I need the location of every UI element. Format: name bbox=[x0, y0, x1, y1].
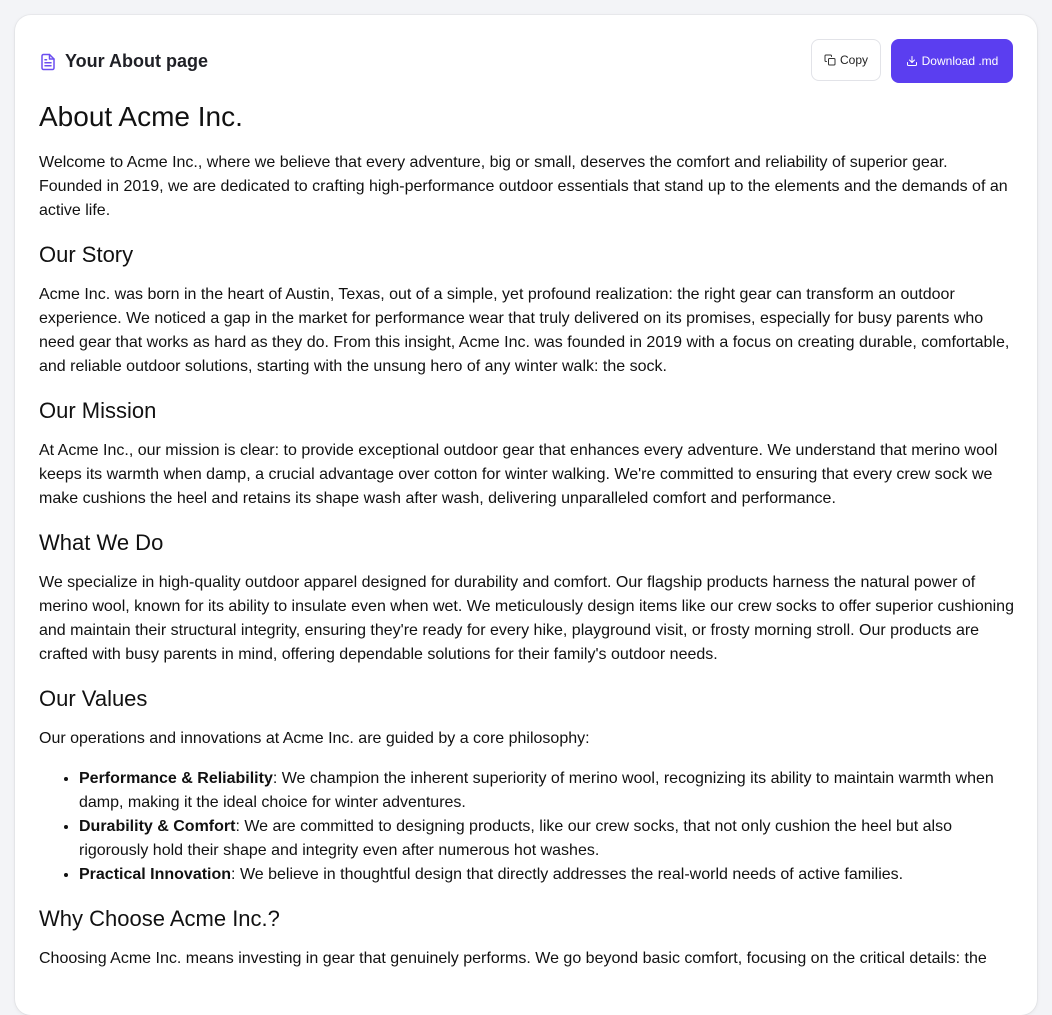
why-paragraph: Choosing Acme Inc. means investing in gear that genuinely performs. We go beyond basic comfort, focusing on the critical details: the bbox=[39, 950, 987, 967]
values-heading: Our Values bbox=[39, 686, 148, 711]
article-title: About Acme Inc. bbox=[39, 101, 243, 132]
mission-paragraph: At Acme Inc., our mission is clear: to provide exceptional outdoor gear that enhances every adventure. We understand that merino wool keeps its warmth when damp, a crucial advantage over cotton for winter walking. We're committed to ensuring that every crew sock we make cushions the heel and retains its shape wash after wash, delivering unparalleled comfort and performance. bbox=[39, 442, 998, 507]
values-list bbox=[39, 767, 1015, 887]
markdown-preview bbox=[39, 99, 1015, 971]
what-we-do-heading: What We Do bbox=[39, 530, 164, 555]
copy-icon bbox=[824, 54, 836, 66]
download-button-label: Download .md bbox=[921, 54, 999, 68]
list-item bbox=[79, 863, 1015, 887]
value-text: : We are committed to designing products, like our crew socks, that not only cushion the heel but also rigorously hold their shape and integrity even after numerous hot washes. bbox=[79, 818, 952, 859]
copy-button-label: Copy bbox=[839, 53, 868, 67]
intro-paragraph: Welcome to Acme Inc., where we believe that every adventure, big or small, deserves the comfort and reliability of superior gear. Founded in 2019, we are dedicated to crafting high-performance outdoor essentials that stand up to the elements and the demands of an active life. bbox=[39, 154, 1008, 219]
value-term: Durability & Comfort bbox=[79, 818, 236, 835]
card-header bbox=[39, 39, 1013, 83]
title-group bbox=[39, 51, 208, 72]
download-icon bbox=[906, 55, 918, 67]
download-md-button[interactable] bbox=[891, 39, 1013, 83]
story-paragraph: Acme Inc. was born in the heart of Austin, Texas, out of a simple, yet profound realization: the right gear can transform an outdoor experience. We noticed a gap in the market for performance wear that truly delivered on its promises, especially for busy parents who need gear that works as hard as they do. From this insight, Acme Inc. was founded in 2019 with a focus on creating durable, comfortable, and reliable outdoor solutions, starting with the unsung hero of any winter walk: the sock. bbox=[39, 286, 1010, 375]
why-heading: Why Choose Acme Inc.? bbox=[39, 906, 280, 931]
page-title: Your About page bbox=[65, 51, 208, 71]
copy-button[interactable] bbox=[811, 39, 881, 81]
story-heading: Our Story bbox=[39, 242, 134, 267]
value-term: Performance & Reliability bbox=[79, 770, 273, 787]
value-term: Practical Innovation bbox=[79, 866, 232, 883]
list-item bbox=[79, 815, 1015, 863]
values-intro: Our operations and innovations at Acme Inc. are guided by a core philosophy: bbox=[39, 730, 590, 747]
document-icon bbox=[39, 53, 57, 71]
list-item bbox=[79, 767, 1015, 815]
value-text: : We believe in thoughtful design that directly addresses the real-world needs of active families. bbox=[231, 866, 904, 883]
value-text: : We champion the inherent superiority of merino wool, recognizing its ability to maintain warmth when damp, making it the ideal choice for winter adventures. bbox=[79, 770, 994, 811]
mission-heading: Our Mission bbox=[39, 398, 157, 423]
about-page-card bbox=[15, 15, 1037, 1015]
what-we-do-paragraph: We specialize in high-quality outdoor apparel designed for durability and comfort. Our flagship products harness the natural power of merino wool, known for its ability to insulate even when wet. We meticulously design items like our crew socks to offer superior cushioning and maintain their structural integrity, ensuring they're ready for every hike, playground visit, or frosty morning stroll. Our products are crafted with busy parents in mind, offering dependable solutions for their family's outdoor needs. bbox=[39, 574, 1014, 663]
